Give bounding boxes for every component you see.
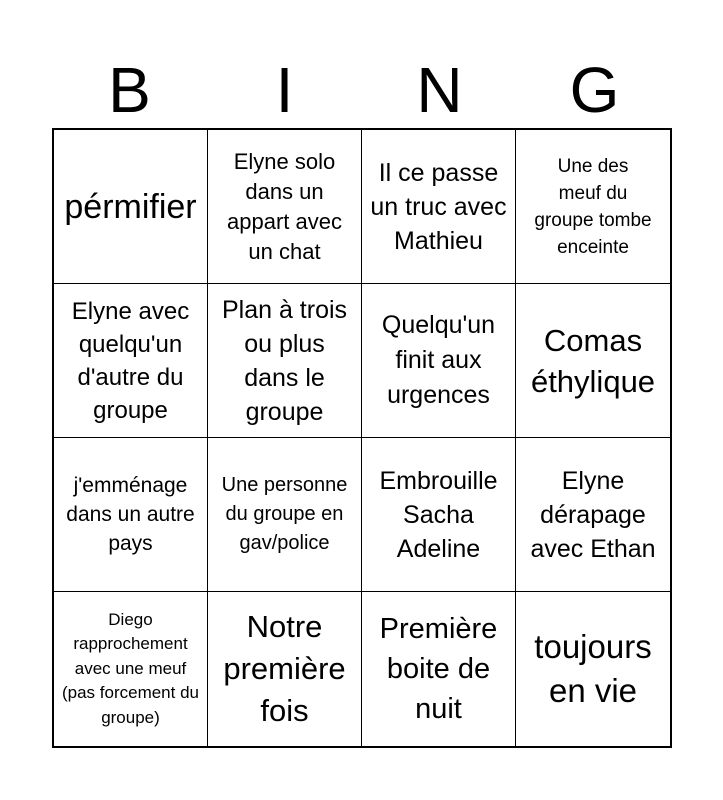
bingo-header — [52, 52, 672, 128]
bingo-cell-text: Diego rapprochement avec une meuf (pas forcement du groupe) — [61, 609, 199, 727]
header-letter-i: I — [275, 54, 294, 126]
bingo-cell-4-1[interactable] — [54, 592, 208, 746]
header-letter-b: B — [108, 54, 151, 126]
bingo-cell-text: Il ce passe un truc avec Mathieu — [370, 158, 507, 255]
bingo-cell-text: Elyne solo dans un appart avec un chat — [227, 148, 342, 264]
bingo-cell-text: Quelqu'un finit aux urgences — [381, 311, 496, 409]
bingo-cell-text: j'emménage dans un autre pays — [66, 474, 195, 555]
bingo-cell-1-2[interactable] — [208, 130, 362, 284]
bingo-cell-text: Embrouille Sacha Adeline — [379, 466, 498, 563]
bingo-cell-2-4[interactable] — [516, 284, 670, 438]
bingo-cell-text: Notre première fois — [223, 609, 346, 728]
bingo-cell-2-3[interactable] — [362, 284, 516, 438]
bingo-cell-4-4[interactable] — [516, 592, 670, 746]
bingo-cell-1-3[interactable] — [362, 130, 516, 284]
bingo-grid — [52, 128, 672, 748]
bingo-cell-3-3[interactable] — [362, 438, 516, 592]
bingo-cell-3-2[interactable] — [208, 438, 362, 592]
bingo-cell-text: Elyne dérapage avec Ethan — [530, 466, 656, 563]
header-letter-n: N — [416, 54, 463, 126]
bingo-cell-text: Une personne du groupe en gav/police — [221, 474, 348, 554]
bingo-cell-2-1[interactable] — [54, 284, 208, 438]
bingo-cell-3-1[interactable] — [54, 438, 208, 592]
bingo-cell-4-2[interactable] — [208, 592, 362, 746]
bingo-cell-text: Une des meuf du groupe tombe enceinte — [534, 155, 652, 258]
bingo-cell-1-4[interactable] — [516, 130, 670, 284]
bingo-cell-text: toujours en vie — [534, 628, 652, 709]
bingo-cell-text: Elyne avec quelqu'un d'autre du groupe — [71, 297, 190, 424]
bingo-cell-3-4[interactable] — [516, 438, 670, 592]
bingo-cell-4-3[interactable] — [362, 592, 516, 746]
bingo-cell-2-2[interactable] — [208, 284, 362, 438]
bingo-cell-text: pérmifier — [64, 187, 197, 226]
bingo-cell-1-1[interactable] — [54, 130, 208, 284]
bingo-cell-text: Comas éthylique — [530, 322, 656, 399]
bingo-cell-text: Première boite de nuit — [379, 613, 498, 725]
bingo-cell-text: Plan à trois ou plus dans le groupe — [221, 295, 348, 426]
header-letter-g: G — [569, 54, 620, 126]
